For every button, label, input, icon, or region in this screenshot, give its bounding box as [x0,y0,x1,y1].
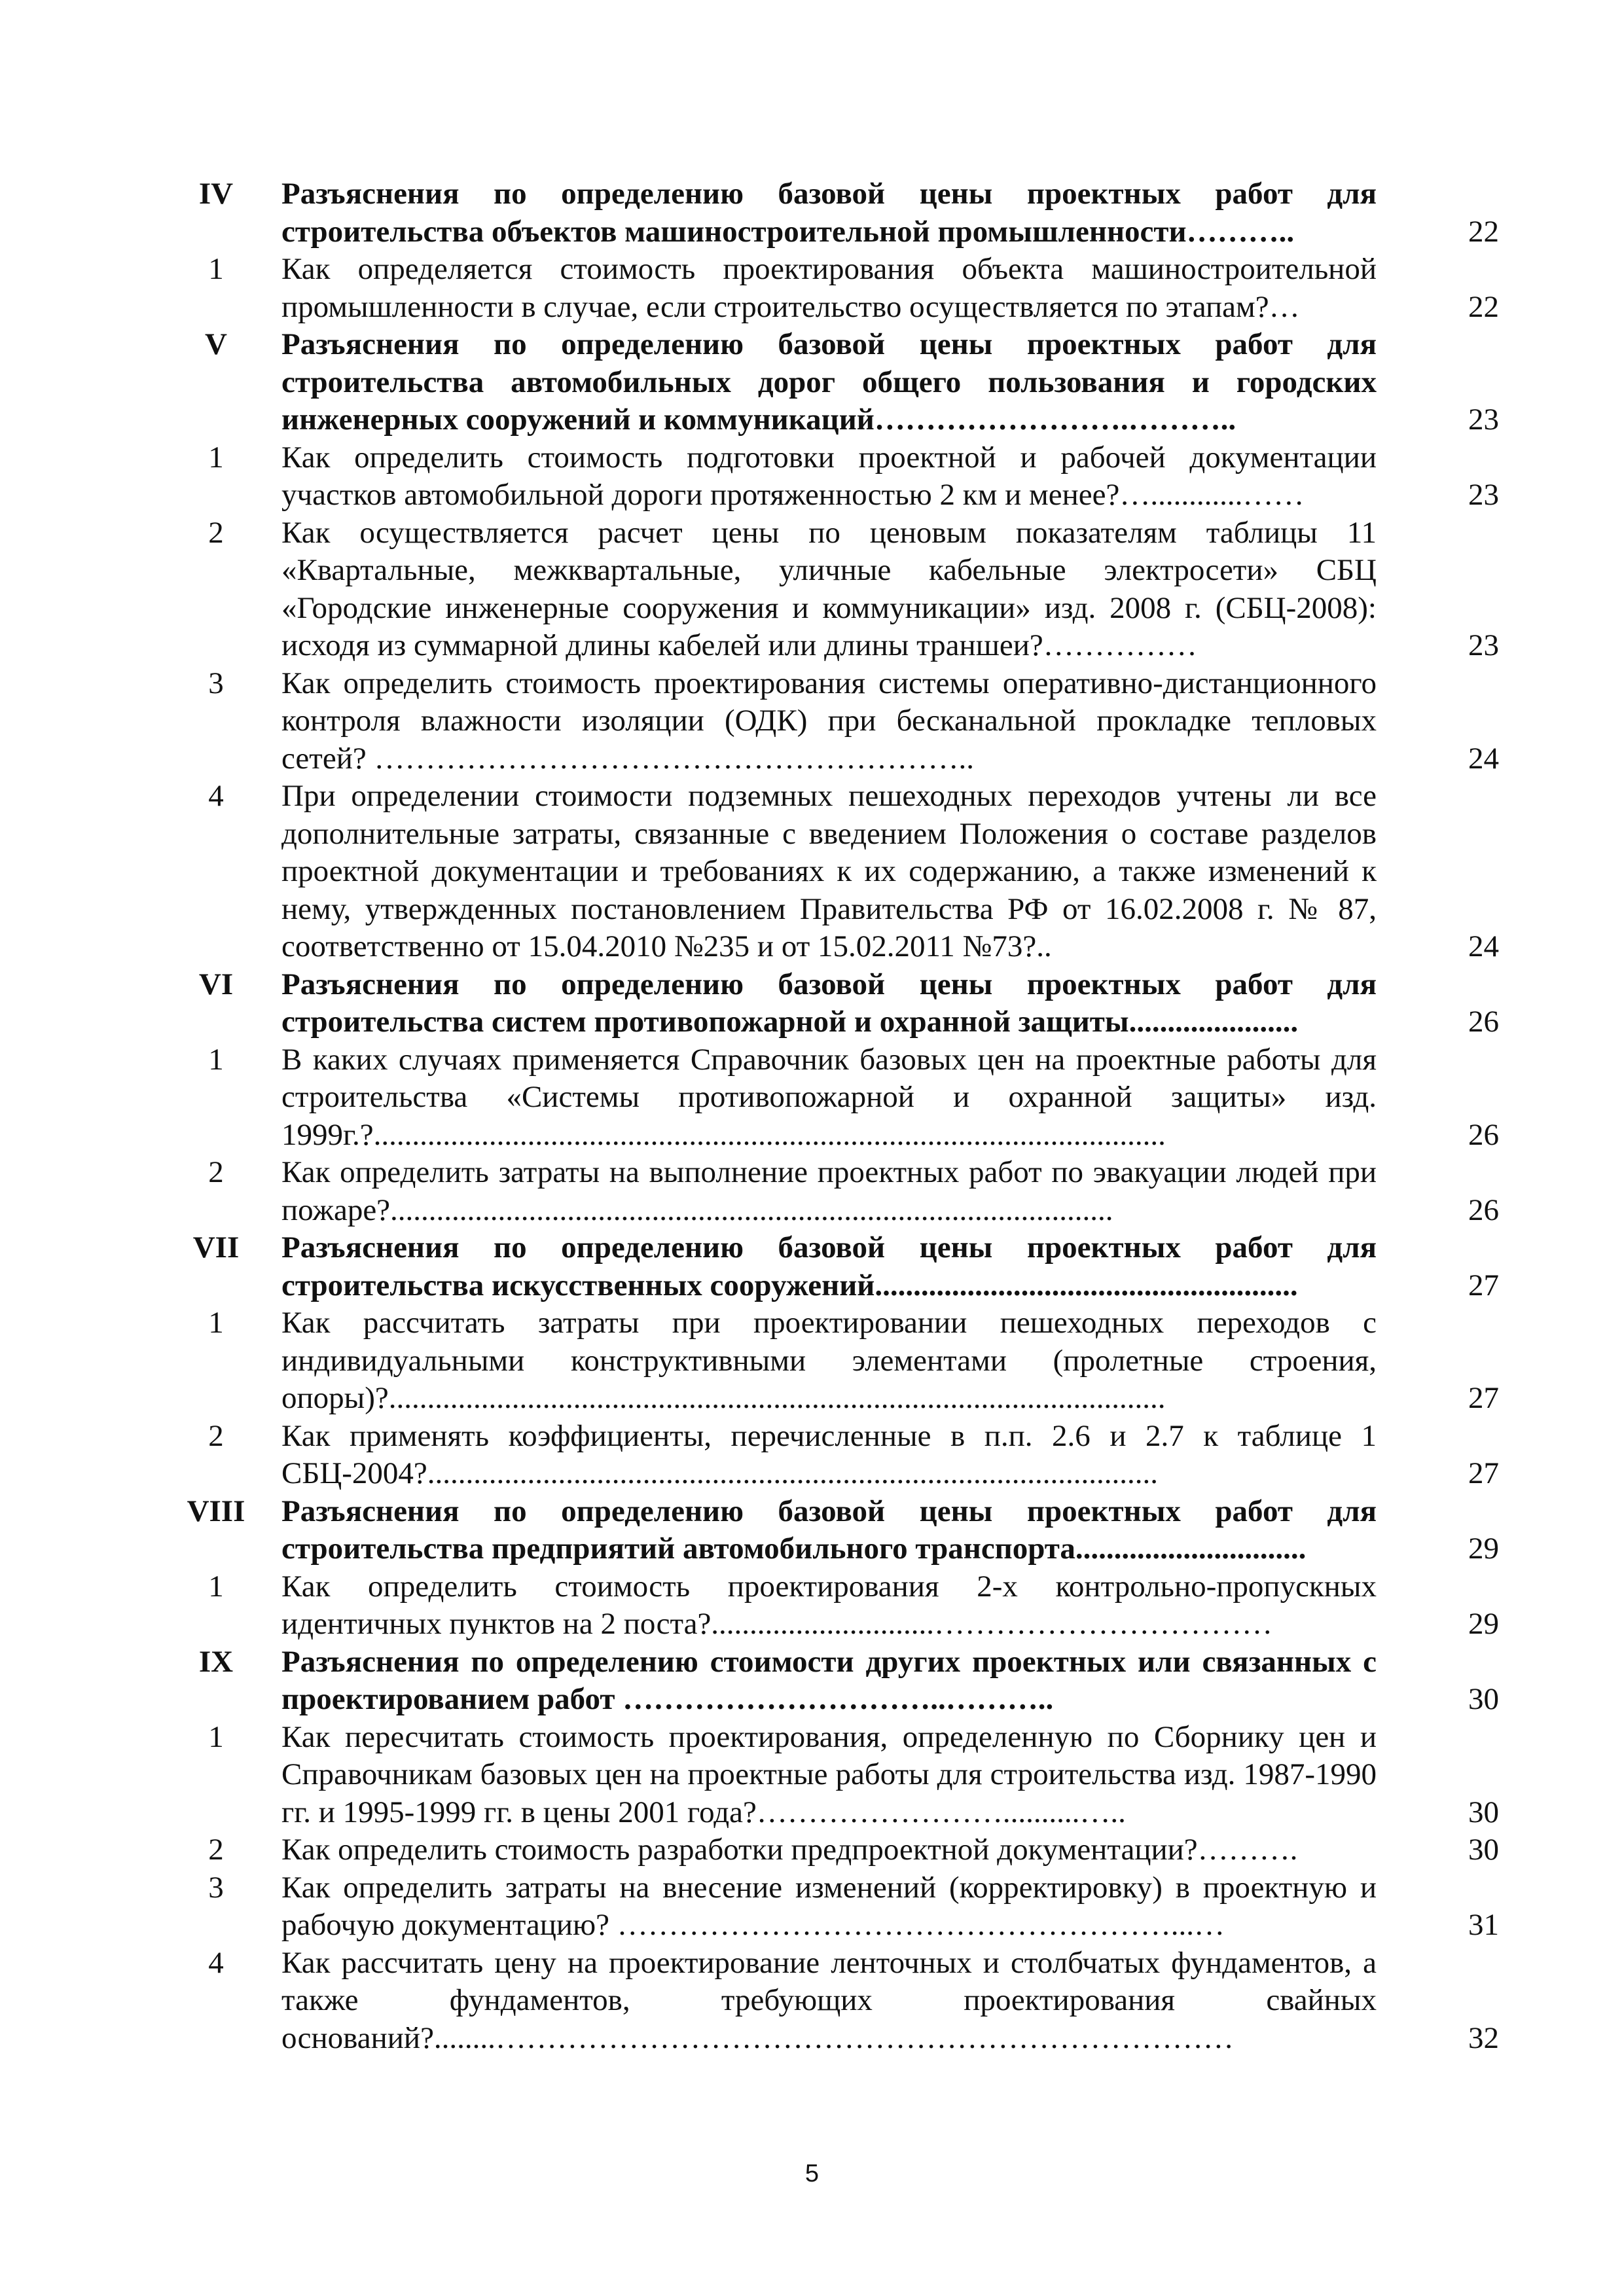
toc-page-number: 30 [1468,1833,1499,1867]
toc-number: 2 [208,1418,224,1453]
toc-item [151,1831,1499,1869]
toc-item [151,1568,1499,1643]
toc-number: IV [198,177,234,211]
toc-title: Как осуществляется расчет цены по ценовым показателям таблицы 11 «Квартальные, межквартальные, уличные кабельные электросети» СБЦ «Городские инженерные сооружения и коммуникации» изд. 2008 г. (СБЦ-2008): исходя из суммарной длины кабелей или длины траншеи?…………… [281,515,1377,662]
toc-page-number: 22 [1468,214,1499,249]
toc-number: 4 [208,1945,224,1980]
toc-page-number: 26 [1468,1005,1499,1039]
toc-title: Разъяснения по определению базовой цены проектных работ для строительства объектов машиностроительной промышленности……….. [281,177,1377,249]
toc-section [151,1493,1499,1568]
toc-section [151,1229,1499,1304]
toc-section [151,966,1499,1041]
toc-number: 1 [208,1306,224,1340]
toc-page-number: 29 [1468,1532,1499,1566]
toc-page-number: 23 [1468,478,1499,512]
toc-title: Как определяется стоимость проектирования объекта машиностроительной промышленности в случае, если строительство осуществляется по этапам?… [281,252,1377,324]
toc-number: 3 [208,666,224,700]
toc-item [151,1041,1499,1155]
toc-title: Как определить стоимость разработки предпроектной документации?………. [281,1833,1298,1867]
toc-page-number: 27 [1468,1268,1499,1302]
toc-number: 2 [208,1155,224,1189]
toc-number: VIII [187,1494,245,1528]
toc-title: Как рассчитать затраты при проектировании пешеходных переходов с индивидуальными конструктивными элементами (пролетные строения, опоры)?..................................................................................................... [281,1306,1377,1415]
toc-title: В каких случаях применяется Справочник базовых цен на проектные работы для строительства «Системы противопожарной и охранной защиты» изд. 1999г.?....................................................................................................... [281,1042,1377,1152]
toc-page-number: 31 [1468,1908,1499,1942]
toc-page-number: 27 [1468,1456,1499,1490]
toc-title: Разъяснения по определению базовой цены проектных работ для строительства предприятий автомобильного транспорта.............................. [281,1494,1377,1566]
toc-title: Как применять коэффициенты, перечисленные в п.п. 2.6 и 2.7 к таблице 1 СБЦ-2004?............................................................................................... [281,1418,1377,1490]
toc-page-number: 23 [1468,628,1499,662]
toc-number: IX [198,1644,234,1679]
toc-item [151,1418,1499,1493]
toc-title: Как определить затраты на внесение изменений (корректировку) в проектную и рабочую документацию? ………………………………………………...… [281,1870,1377,1942]
toc-page-number: 27 [1468,1381,1499,1415]
toc-page-number: 24 [1468,741,1499,776]
toc-item [151,1719,1499,1832]
toc-section [151,175,1499,251]
toc-item [151,251,1499,326]
toc-item [151,514,1499,665]
toc-title: Как определить стоимость проектирования системы оперативно-дистанционного контроля влажности изоляции (ОДК) при бесканальной прокладке тепловых сетей? ………………………………………………….. [281,666,1377,776]
toc-item [151,778,1499,966]
toc-title: Как рассчитать цену на проектирование ленточных и столбчатых фундаментов, а также фундаментов, требующих проектирования свайных оснований?........……………………………………………………………… [281,1945,1377,2055]
toc-number: 1 [208,440,224,475]
toc-title: При определении стоимости подземных пешеходных переходов учтены ли все дополнительные затраты, связанные с введением Положения о составе разделов проектной документации и требованиях к их содержанию, а также изменений к нему, утвержденных постановлением Правительства РФ от 16.02.2008 г. № 87, соответственно от 15.04.2010 №235 и от 15.02.2011 №73?.. [281,779,1377,963]
toc-section [151,1643,1499,1719]
toc-number: 1 [208,252,224,286]
toc-page-number: 23 [1468,403,1499,437]
toc-number: 1 [208,1042,224,1077]
toc-number: 4 [208,779,224,813]
toc-page-number: 26 [1468,1117,1499,1152]
page-number: 5 [804,2160,820,2187]
toc-item [151,665,1499,778]
toc-number: 3 [208,1870,224,1905]
toc-page-number: 30 [1468,1795,1499,1829]
toc-number: 1 [208,1719,224,1754]
toc-title: Разъяснения по определению базовой цены проектных работ для строительства искусственных сооружений....................................................... [281,1230,1377,1302]
toc-section [151,326,1499,439]
toc-number: 2 [208,515,224,550]
toc-page-number: 24 [1468,929,1499,963]
toc-title: Разъяснения по определению базовой цены проектных работ для строительства систем противопожарной и охранной защиты...................... [281,967,1377,1039]
toc-title: Разъяснения по определению стоимости других проектных или связанных с проектированием работ …………………………..……….. [281,1644,1377,1716]
toc-page-number: 30 [1468,1682,1499,1716]
toc-title: Как определить затраты на выполнение проектных работ по эвакуации людей при пожаре?.............................................................................................. [281,1155,1377,1227]
table-of-contents [151,175,1499,2057]
toc-item [151,1304,1499,1418]
toc-number: V [205,327,227,361]
toc-title: Как определить стоимость подготовки проектной и рабочей документации участков автомобильной дороги протяженностью 2 км и менее?…............…… [281,440,1377,512]
toc-item [151,1945,1499,2058]
toc-page-number: 32 [1468,2020,1499,2055]
toc-title: Разъяснения по определению базовой цены проектных работ для строительства автомобильных дорог общего пользования и городских инженерных сооружений и коммуникаций…………………….……….. [281,327,1377,437]
toc-number: 1 [208,1569,224,1604]
toc-item [151,1154,1499,1229]
toc-page-number: 29 [1468,1607,1499,1641]
toc-title: Как пересчитать стоимость проектирования, определенную по Сборнику цен и Справочникам базовых цен на проектные работы для строительства изд. 1987-1990 гг. и 1995-1999 гг. в цены 2001 года?……………………..........….. [281,1719,1377,1829]
toc-number: 2 [208,1833,224,1867]
toc-item [151,439,1499,514]
toc-page-number: 22 [1468,289,1499,324]
toc-page-number: 26 [1468,1193,1499,1227]
toc-number: VI [198,967,234,1001]
toc-title: Как определить стоимость проектирования 2-х контрольно-пропускных идентичных пунктов на 2 поста?.............................…………………………… [281,1569,1377,1641]
toc-item [151,1869,1499,1945]
toc-number: VII [192,1230,240,1265]
